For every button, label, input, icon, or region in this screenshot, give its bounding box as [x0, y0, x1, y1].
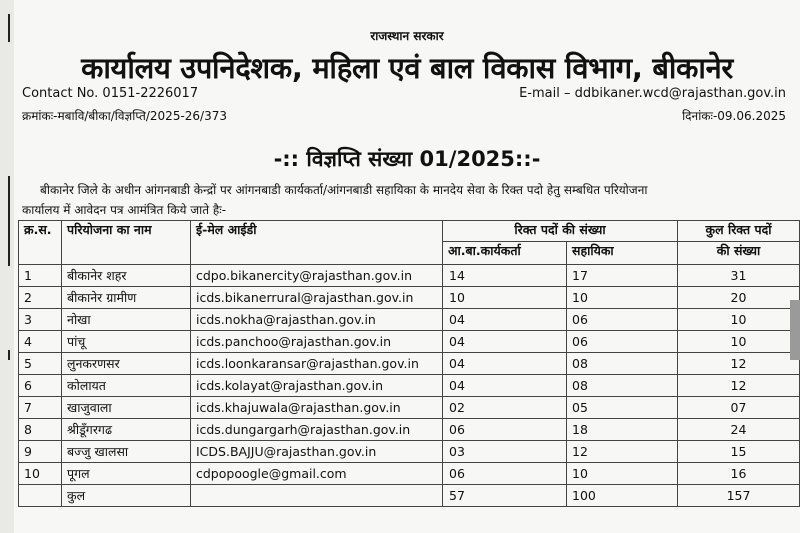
notice-body-line-2: कार्यालय में आवेदन पत्र आमंत्रित किये जाते हैः- [22, 203, 227, 217]
cell-serial: 5 [19, 353, 62, 375]
edge-mark [8, 176, 10, 266]
header-email: ई-मेल आईडी [191, 221, 443, 265]
header-serial: क्र.स. [19, 221, 62, 265]
reference-number: क्रमांकः-मबावि/बीका/विज्ञप्ति/2025-26/373 [22, 109, 228, 123]
table-header-row [19, 221, 800, 242]
cell-email: icds.khajuwala@rajasthan.gov.in [191, 397, 443, 419]
cell-serial: 1 [19, 265, 62, 287]
cell-total: 10 [678, 309, 800, 331]
cell-email: icds.nokha@rajasthan.gov.in [191, 309, 443, 331]
cell-total-label: कुल [62, 485, 191, 507]
cell-email: cdpopoogle@gmail.com [191, 463, 443, 485]
cell-project: पूगल [62, 463, 191, 485]
table-row [19, 419, 800, 441]
cell-email: icds.loonkaransar@rajasthan.gov.in [191, 353, 443, 375]
notice-title: -:: विज्ञप्ति संख्या 01/2025::- [273, 147, 541, 171]
table-row [19, 353, 800, 375]
cell-email: cdpo.bikanercity@rajasthan.gov.in [191, 265, 443, 287]
notice-date: दिनांकः-09.06.2025 [682, 109, 786, 123]
cell-project: श्रीडूँगरगढ [62, 419, 191, 441]
cell-worker: 04 [443, 331, 567, 353]
cell-email: icds.bikanerrural@rajasthan.gov.in [191, 287, 443, 309]
header-worker: आ.बा.कार्यकर्ता [443, 242, 567, 265]
header-vacant-posts: रिक्त पदों की संख्या [443, 221, 678, 242]
vacancy-table [18, 220, 800, 507]
table-total-row [19, 485, 800, 507]
cell-serial [19, 485, 62, 507]
table-row [19, 331, 800, 353]
contact-number: Contact No. 0151-2226017 [22, 86, 199, 101]
header-total-line-1: कुल रिक्त पदों [705, 222, 772, 237]
cell-email: icds.kolayat@rajasthan.gov.in [191, 375, 443, 397]
cell-serial: 10 [19, 463, 62, 485]
header-helper: सहायिका [567, 242, 678, 265]
table-row [19, 441, 800, 463]
cell-project: खाजुवाला [62, 397, 191, 419]
cell-worker: 14 [443, 265, 567, 287]
cell-helper: 10 [567, 287, 678, 309]
notice-body-line-1: बीकानेर जिले के अधीन आंगनबाडी केन्द्रों पर आंगनबाडी कार्यकर्ता/आंगनबाडी सहायिका के मानदेय सेवा के रिक्त पदो हेतु सम्बधित परियोजना [40, 183, 648, 197]
cell-serial: 9 [19, 441, 62, 463]
cell-helper: 05 [567, 397, 678, 419]
cell-project: बज्जु खालसा [62, 441, 191, 463]
cell-worker: 04 [443, 353, 567, 375]
cell-total: 24 [678, 419, 800, 441]
cell-total: 12 [678, 375, 800, 397]
edge-mark [8, 350, 10, 360]
cell-project: बीकानेर ग्रामीण [62, 287, 191, 309]
government-heading: राजस्थान सरकार [370, 29, 444, 43]
cell-worker: 04 [443, 309, 567, 331]
cell-project: लुनकरणसर [62, 353, 191, 375]
cell-grand-total: 157 [678, 485, 800, 507]
table-row [19, 463, 800, 485]
cell-total: 31 [678, 265, 800, 287]
cell-total: 20 [678, 287, 800, 309]
cell-helper-total: 100 [567, 485, 678, 507]
table-row [19, 287, 800, 309]
right-page-edge [790, 300, 800, 360]
cell-serial: 2 [19, 287, 62, 309]
notice-document [14, 0, 800, 533]
cell-helper: 18 [567, 419, 678, 441]
cell-project: कोलायत [62, 375, 191, 397]
cell-worker: 04 [443, 375, 567, 397]
cell-serial: 4 [19, 331, 62, 353]
left-page-edge [0, 0, 14, 533]
cell-project: पांचू [62, 331, 191, 353]
office-title: कार्यालय उपनिदेशक, महिला एवं बाल विकास विभाग, बीकानेर [81, 51, 733, 85]
cell-email: icds.dungargarh@rajasthan.gov.in [191, 419, 443, 441]
header-project: परियोजना का नाम [62, 221, 191, 265]
cell-total: 10 [678, 331, 800, 353]
cell-total: 07 [678, 397, 800, 419]
cell-worker: 02 [443, 397, 567, 419]
cell-helper: 08 [567, 375, 678, 397]
cell-helper: 06 [567, 309, 678, 331]
cell-project: नोखा [62, 309, 191, 331]
cell-worker-total: 57 [443, 485, 567, 507]
cell-total: 12 [678, 353, 800, 375]
cell-helper: 12 [567, 441, 678, 463]
cell-email: ICDS.BAJJU@rajasthan.gov.in [191, 441, 443, 463]
cell-worker: 06 [443, 463, 567, 485]
cell-total: 16 [678, 463, 800, 485]
cell-helper: 08 [567, 353, 678, 375]
table-row [19, 375, 800, 397]
table-row [19, 265, 800, 287]
office-email: E-mail – ddbikaner.wcd@rajasthan.gov.in [519, 86, 786, 101]
cell-worker: 03 [443, 441, 567, 463]
cell-serial: 8 [19, 419, 62, 441]
cell-worker: 06 [443, 419, 567, 441]
cell-serial: 7 [19, 397, 62, 419]
cell-helper: 10 [567, 463, 678, 485]
table-row [19, 397, 800, 419]
cell-project: बीकानेर शहर [62, 265, 191, 287]
cell-helper: 06 [567, 331, 678, 353]
cell-email [191, 485, 443, 507]
cell-total: 15 [678, 441, 800, 463]
cell-email: icds.panchoo@rajasthan.gov.in [191, 331, 443, 353]
cell-serial: 3 [19, 309, 62, 331]
table-row [19, 309, 800, 331]
header-total [678, 221, 800, 242]
header-total-line-2: की संख्या [678, 242, 800, 265]
cell-worker: 10 [443, 287, 567, 309]
cell-serial: 6 [19, 375, 62, 397]
edge-mark [8, 14, 10, 42]
cell-helper: 17 [567, 265, 678, 287]
